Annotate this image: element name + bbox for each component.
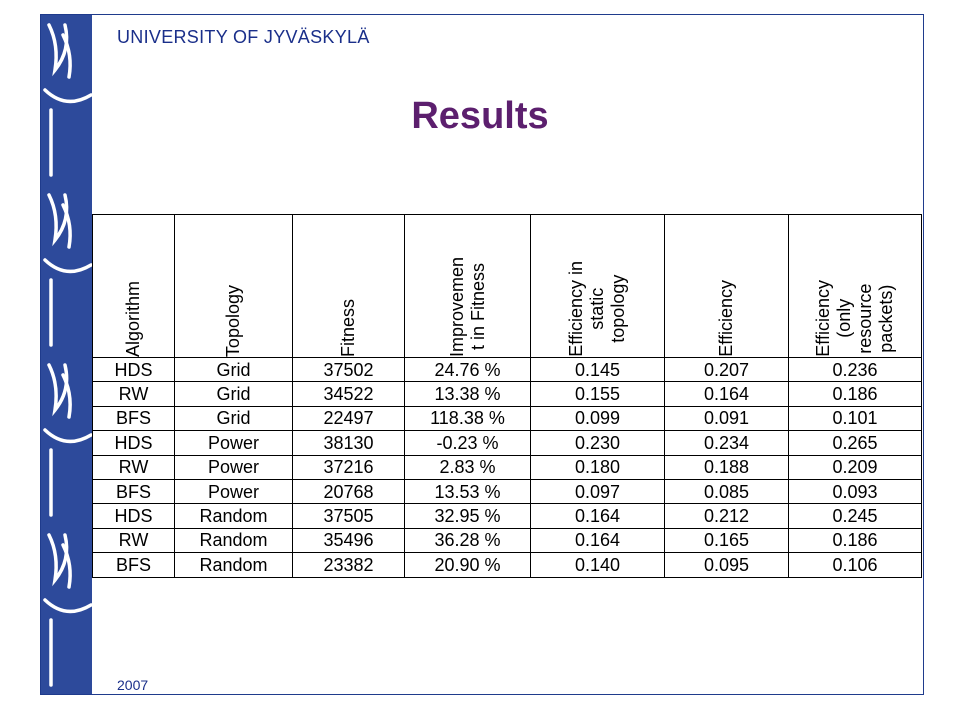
- table-cell: 23382: [293, 553, 405, 577]
- table-cell: HDS: [93, 431, 175, 455]
- table-cell: 0.097: [531, 479, 665, 503]
- table-cell: 0.236: [789, 358, 922, 382]
- table-cell: Random: [175, 528, 293, 552]
- table-cell: Grid: [175, 406, 293, 430]
- table-cell: HDS: [93, 358, 175, 382]
- column-header-line: Algorithm: [123, 280, 143, 357]
- table-cell: BFS: [93, 406, 175, 430]
- column-header-line: topology: [608, 275, 628, 344]
- table-cell: 0.209: [789, 455, 922, 479]
- table-cell: 118.38 %: [405, 406, 531, 430]
- table-cell: RW: [93, 528, 175, 552]
- column-header-line: Topology: [223, 284, 243, 357]
- table-cell: Random: [175, 504, 293, 528]
- table-row: [93, 406, 922, 430]
- column-header: [665, 215, 789, 358]
- column-header-line: (only: [834, 299, 854, 339]
- table-cell: 0.106: [789, 553, 922, 577]
- table-cell: 0.093: [789, 479, 922, 503]
- table-cell: BFS: [93, 553, 175, 577]
- table-cell: 0.212: [665, 504, 789, 528]
- table-cell: 37505: [293, 504, 405, 528]
- table-row: [93, 479, 922, 503]
- table-cell: Power: [175, 455, 293, 479]
- table-cell: 20768: [293, 479, 405, 503]
- table-cell: Grid: [175, 358, 293, 382]
- table-cell: 0.186: [789, 382, 922, 406]
- table-cell: HDS: [93, 504, 175, 528]
- table-cell: 2.83 %: [405, 455, 531, 479]
- results-table: [92, 214, 922, 578]
- column-header-line: static: [587, 288, 607, 331]
- column-header-line: Efficiency: [716, 280, 736, 357]
- table-cell: 0.155: [531, 382, 665, 406]
- table-cell: 13.38 %: [405, 382, 531, 406]
- table-cell: 34522: [293, 382, 405, 406]
- table-cell: Power: [175, 431, 293, 455]
- table-row: [93, 528, 922, 552]
- column-header: [531, 215, 665, 358]
- table-header-row: [93, 215, 922, 358]
- table-cell: 0.234: [665, 431, 789, 455]
- table-cell: 32.95 %: [405, 504, 531, 528]
- column-header: [405, 215, 531, 358]
- table-cell: 0.140: [531, 553, 665, 577]
- table-cell: 0.164: [531, 504, 665, 528]
- table-cell: 0.207: [665, 358, 789, 382]
- table-cell: 37216: [293, 455, 405, 479]
- column-header: [789, 215, 922, 358]
- column-header-line: resource: [855, 283, 875, 354]
- column-header-line: packets): [876, 284, 896, 353]
- table-cell: 0.145: [531, 358, 665, 382]
- table-row: [93, 455, 922, 479]
- table-cell: 0.085: [665, 479, 789, 503]
- table-cell: 0.180: [531, 455, 665, 479]
- table-cell: 0.186: [789, 528, 922, 552]
- column-header-line: Improvemen: [446, 256, 467, 357]
- table-cell: 38130: [293, 431, 405, 455]
- table-cell: 35496: [293, 528, 405, 552]
- table-cell: 22497: [293, 406, 405, 430]
- table-cell: Grid: [175, 382, 293, 406]
- table-cell: 0.230: [531, 431, 665, 455]
- table-cell: 0.091: [665, 406, 789, 430]
- column-header-line: Efficiency in: [566, 261, 586, 357]
- table-cell: 20.90 %: [405, 553, 531, 577]
- table-cell: 36.28 %: [405, 528, 531, 552]
- table-row: [93, 431, 922, 455]
- column-header-line: t in Fitness: [467, 263, 488, 351]
- table-cell: 37502: [293, 358, 405, 382]
- column-header-line: Efficiency: [813, 280, 833, 357]
- table-cell: BFS: [93, 479, 175, 503]
- table-cell: 0.095: [665, 553, 789, 577]
- table-row: [93, 504, 922, 528]
- table-cell: 0.265: [789, 431, 922, 455]
- table-row: [93, 553, 922, 577]
- university-name: UNIVERSITY OF JYVÄSKYLÄ: [117, 27, 370, 47]
- column-header: [93, 215, 175, 358]
- table-cell: 0.164: [665, 382, 789, 406]
- table-cell: 0.099: [531, 406, 665, 430]
- table-cell: Power: [175, 479, 293, 503]
- table-cell: 0.101: [789, 406, 922, 430]
- column-header-line: Fitness: [338, 298, 358, 357]
- footer-year: 2007: [117, 677, 149, 693]
- table-cell: 24.76 %: [405, 358, 531, 382]
- table-cell: 0.165: [665, 528, 789, 552]
- table-cell: -0.23 %: [405, 431, 531, 455]
- table-row: [93, 382, 922, 406]
- page-title: Results: [411, 95, 549, 137]
- table-cell: RW: [93, 382, 175, 406]
- table-cell: 13.53 %: [405, 479, 531, 503]
- table-cell: 0.164: [531, 528, 665, 552]
- table-row: [93, 358, 922, 382]
- column-header: [293, 215, 405, 358]
- table-cell: 0.245: [789, 504, 922, 528]
- table-cell: Random: [175, 553, 293, 577]
- column-header: [175, 215, 293, 358]
- table-cell: RW: [93, 455, 175, 479]
- table-cell: 0.188: [665, 455, 789, 479]
